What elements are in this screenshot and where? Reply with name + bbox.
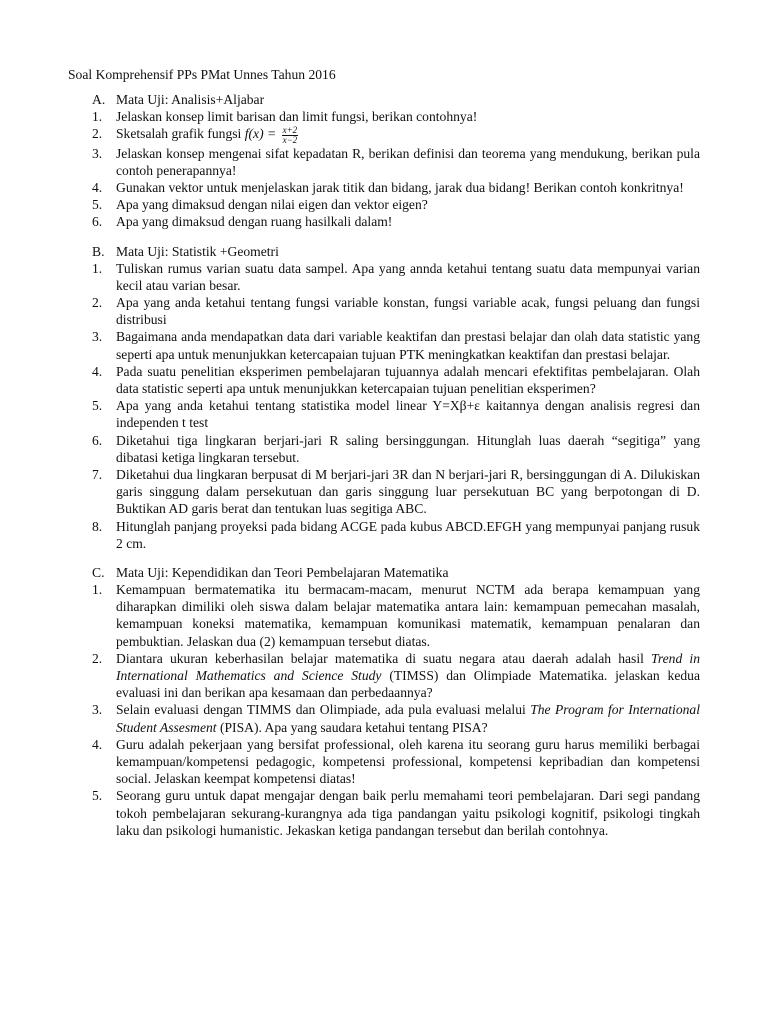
section-letter: A. — [92, 92, 106, 107]
question-text: Bagaimana anda mendapatkan data dari variable keaktifan dan prestasi belajar dan olah data statistic yang seperti apa untuk menunjukkan ketercapaian tujuan PTK meningkatkan keaktifan dan prestasi belajar. — [116, 329, 700, 362]
question-item — [68, 701, 700, 735]
question-text-part: Selain evaluasi dengan TIMMS dan Olimpiade, ada pula evaluasi melalui — [116, 702, 531, 718]
section-letter: B. — [92, 243, 105, 259]
question-text: Gunakan vektor untuk menjelaskan jarak titik dan bidang, jarak dua bidang! Berikan contoh konkritnya! — [116, 179, 684, 195]
question-number: 4. — [92, 736, 103, 752]
question-number: 4. — [92, 179, 103, 195]
question-item — [68, 432, 700, 466]
section-title: Mata Uji: Kependidikan dan Teori Pembelajaran Matematika — [116, 565, 449, 581]
question-text: Jelaskan konsep mengenai sifat kepadatan R, berikan definisi dan teorema yang mendukung, berikan pula contoh penerapannya! — [116, 145, 700, 178]
question-item — [68, 466, 700, 518]
question-number: 3. — [92, 702, 103, 718]
question-text-part: Diantara ukuran keberhasilan belajar matematika di suatu negara atau daerah adalah hasil — [116, 650, 652, 666]
question-item — [68, 581, 700, 650]
section-title: Mata Uji: Statistik +Geometri — [116, 243, 279, 259]
question-item — [68, 363, 700, 397]
question-item — [68, 125, 700, 144]
question-number: 4. — [92, 363, 103, 379]
question-number: 5. — [92, 398, 103, 414]
question-item — [68, 787, 700, 839]
fraction-numerator: x+2 — [282, 124, 298, 135]
question-text: Apa yang dimaksud dengan ruang hasilkali dalam! — [116, 214, 393, 230]
question-text — [116, 701, 700, 735]
question-item — [68, 108, 700, 125]
question-number: 2. — [92, 650, 103, 666]
document-title: Soal Komprehensif PPs PMat Unnes Tahun 2016 — [68, 67, 336, 82]
question-number: 2. — [92, 295, 103, 310]
question-text: Hitunglah panjang proyeksi pada bidang ACGE pada kubus ABCD.EFGH yang mempunyai panjang rusuk 2 cm. — [116, 518, 700, 551]
question-text: Apa yang dimaksud dengan nilai eigen dan vektor eigen? — [116, 197, 428, 213]
question-text-part: (PISA). Apa yang saudara ketahui tentang PISA? — [216, 719, 488, 735]
question-text — [116, 650, 700, 702]
question-item — [68, 518, 700, 552]
question-text-part: (TIMSS) dan Olimpiade Matematika. jelaskan kedua evaluasi ini dan berikan apa kesamaan dan perbedaannya? — [116, 668, 700, 701]
question-number: 3. — [92, 145, 103, 161]
question-number: 2. — [92, 126, 103, 142]
question-text: Guru adalah pekerjaan yang bersifat professional, oleh karena itu seorang guru harus memiliki berbagai kemampuan/kompetensi pedagogic, kompetensi professional, kompetensi kepribadian dan kompetensi social. Jelaskan keempat kompetensi diatas! — [116, 736, 700, 787]
section-heading — [68, 91, 700, 108]
question-number: 6. — [92, 214, 103, 230]
question-item — [68, 196, 700, 213]
section-c — [68, 564, 700, 839]
question-text: Tuliskan rumus varian suatu data sampel. Apa yang annda ketahui tentang suatu data mempunyai varian kecil atau varian besar. — [116, 260, 700, 293]
question-item — [68, 397, 700, 431]
question-number: 6. — [92, 432, 103, 448]
formula-lhs: f(x) = — [244, 126, 277, 142]
question-text: Jelaskan konsep limit barisan dan limit fungsi, berikan contohnya! — [116, 109, 478, 124]
section-heading — [68, 564, 700, 581]
question-item — [68, 145, 700, 179]
question-text: Seorang guru untuk dapat mengajar dengan baik perlu memahami teori pembelajaran. Dari segi pandang tokoh pembelajaran sekurang-kurangnya ada tiga pandangan yaitu psikologi kognitif, psikologi tingkah laku dan psikologi humanistic. Jekaskan ketiga pandangan tersebut dan berilah contohnya. — [116, 788, 700, 838]
question-number: 1. — [92, 582, 103, 598]
section-title: Mata Uji: Analisis+Aljabar — [116, 92, 265, 107]
question-item — [68, 213, 700, 230]
question-number: 1. — [92, 260, 103, 276]
question-text — [116, 125, 700, 144]
question-item — [68, 260, 700, 294]
question-text: Pada suatu penelitian eksperimen pembelajaran tujuannya adalah mencari efektifitas pembelajaran. Olah data statistic seperti apa untuk menunjukkan ketercapaian tujuan penelitian eksperimen? — [116, 363, 700, 397]
question-number: 7. — [92, 467, 103, 483]
question-item — [68, 328, 700, 362]
question-text: Diketahui tiga lingkaran berjari-jari R saling bersinggungan. Hitunglah luas daerah “segitiga” yang dibatasi ketiga lingkaran tersebut. — [116, 432, 700, 465]
question-text: Apa yang anda ketahui tentang fungsi variable konstan, fungsi variable acak, fungsi peluang dan fungsi distribusi — [116, 295, 700, 328]
question-number: 5. — [92, 788, 103, 804]
question-number: 5. — [92, 197, 103, 213]
question-text-part: Sketsalah grafik fungsi — [116, 126, 242, 142]
question-number: 8. — [92, 518, 103, 534]
question-item — [68, 294, 700, 328]
question-item — [68, 650, 700, 702]
formula-fraction — [282, 126, 299, 145]
fraction-denominator: x−2 — [282, 134, 298, 145]
question-text-italic: Trend in International Mathematics and Science Study — [116, 650, 700, 684]
question-text-italic: The Program for International Student Assesment — [116, 702, 700, 735]
section-b — [68, 243, 700, 552]
section-heading — [68, 243, 700, 260]
question-text: Diketahui dua lingkaran berpusat di M berjari-jari 3R dan N berjari-jari R, bersinggungan di A. Dilukiskan garis singgung dalam persekutuan dan garis singgung luar persekutuan BC yang berpotongan di D. Buktikan AD garis berat dan tentukan luas segitiga ABC. — [116, 467, 700, 517]
question-item — [68, 736, 700, 788]
question-text: Kemampuan bermatematika itu bermacam-macam, menurut NCTM ada berapa kemampuan yang diharapkan dimiliki oleh siswa dalam belajar matematika antara lain: kemampuan pemecahan masalah, kemampuan koneksi matematika, kemampuan komunikasi matematik, kemampuan penalaran dan pembuktian. Jelaskan dua (2) kemampuan tersebut diatas. — [116, 582, 700, 649]
question-number: 1. — [92, 109, 103, 124]
section-a — [68, 91, 700, 231]
section-letter: C. — [92, 565, 105, 581]
question-item — [68, 179, 700, 196]
question-text: Apa yang anda ketahui tentang statistika model linear Y=Xβ+ε kaitannya dengan analisis regresi dan independen t test — [116, 398, 700, 431]
question-number: 3. — [92, 329, 103, 345]
